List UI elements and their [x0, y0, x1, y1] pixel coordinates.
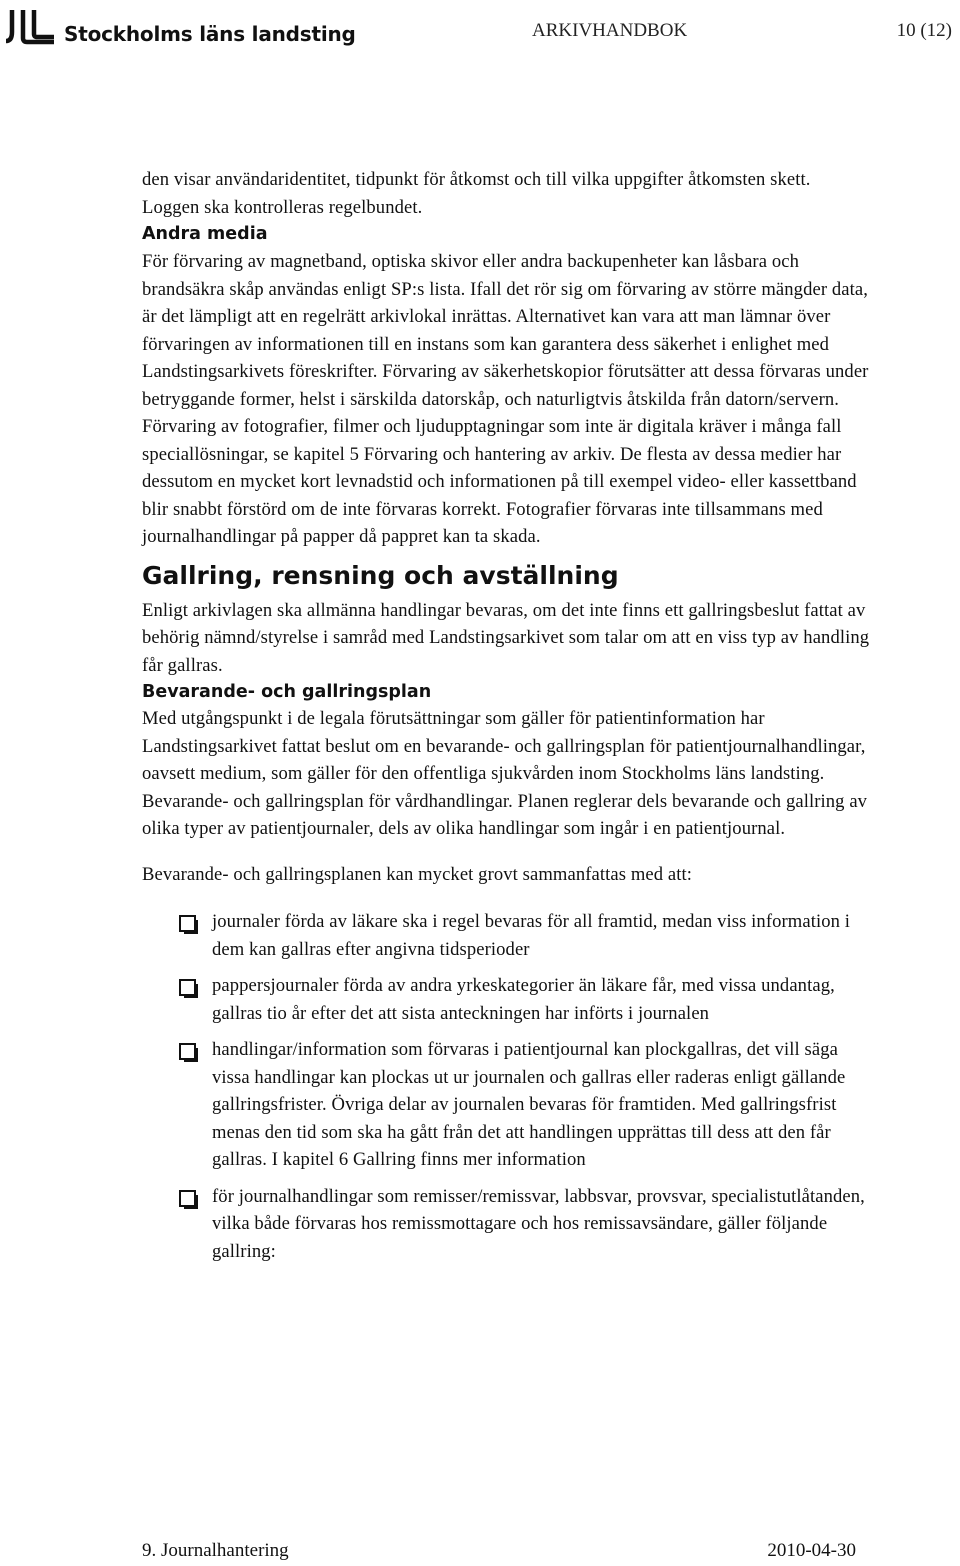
checkbox-bullet-icon — [179, 1043, 196, 1060]
list-item-text: handlingar/information som förvaras i patientjournal kan plockgallras, det vill säga vissa handlingar kan plockas ut ur journalen och gallras eller raderas enligt gällande gallringsfrister. Övriga delar av journalen bevaras för framtiden. Med gallringsfrist menas den tid som ska ha gått från det att handlingen upprättas till dess att den får gallras. I kapitel 6 Gallring finns mer information — [212, 1039, 846, 1170]
organization-name: Stockholms läns landsting — [64, 22, 356, 46]
plan-heading: Bevarande- och gallringsplan — [142, 682, 432, 702]
page-footer — [142, 1538, 856, 1566]
document-title: ARKIVHANDBOK — [532, 20, 688, 41]
list-item-text: för journalhandlingar som remisser/remissvar, labbsvar, provsvar, specialistutlåtanden, vilka både förvaras hos remissmottagare och hos remissavsändare, gäller följande gallring: — [212, 1185, 865, 1262]
andra-media-heading: Andra media — [142, 224, 268, 244]
checkbox-bullet-icon — [179, 1190, 196, 1207]
page-header — [0, 0, 960, 64]
checkbox-bullet-icon — [179, 915, 196, 932]
page-number: 10 (12) — [896, 20, 952, 41]
plan-paragraph: Med utgångspunkt i de legala förutsättningar som gäller för patientinformation har Landstingsarkivet fattat beslut om en bevarande- och gallringsplan för patientjournalhandlingar, oavsett medium, som gäller för den offentliga sjukvården inom Stockholms läns landsting. Bevarande- och gallringsplan för vårdhandlingar. Planen reglerar dels bevarande och gallring av olika typer av patientjournaler, dels av olika handlingar som ingår i en patientjournal. — [142, 708, 868, 839]
document-body — [142, 166, 872, 1274]
footer-date: 2010-04-30 — [767, 1540, 856, 1561]
list-item-text: pappersjournaler förda av andra yrkeskategorier än läkare får, med vissa undantag, gallras tio år efter det att sista anteckningen har införts i journalen — [212, 975, 835, 1024]
summary-intro: Bevarande- och gallringsplanen kan mycket grovt sammanfattas med att: — [142, 863, 693, 885]
sll-logo-icon — [4, 8, 56, 46]
gallring-paragraph: Enligt arkivlagen ska allmänna handlingar bevaras, om det inte finns ett gallringsbeslut fattat av behörig nämnd/styrelse i samråd med Landstingsarkivet som talar om att en viss typ av handling får gallras. — [142, 599, 870, 676]
checklist — [142, 908, 872, 1265]
list-item — [142, 908, 872, 963]
list-item — [142, 1036, 872, 1174]
andra-media-paragraph: För förvaring av magnetband, optiska skivor eller andra backupenheter kan låsbara och brandsäkra skåp användas enligt SP:s lista. Ifall det rör sig om förvaring av större mängder data, är det lämpligt att en regelrätt arkivlokal inrättas. Alternativet kan vara att man lämnar över förvaringen av informationen till en instans som kan garantera dess säkerhet i enlighet med Landstingsarkivets föreskrifter. Förvaring av säkerhetskopior förutsätter att dessa förvaras under betryggande former, helst i särskilda datorskåp, och naturligtvis åtskilda från datorn/servern. Förvaring av fotografier, filmer och ljudupptagningar som inte är digitala kräver i många fall speciallösningar, se kapitel 5 Förvaring och hantering av arkiv. De flesta av dessa medier har dessutom en mycket kort levnadstid och informationen på till exempel video- eller kassettband blir snabbt förstörd om de inte förvaras korrekt. Fotografier förvaras inte tillsammans med journalhandlingar på papper då pappret kan ta skada. — [142, 251, 869, 547]
list-item-text: journaler förda av läkare ska i regel bevaras för all framtid, medan viss information i dem kan gallras efter angivna tidsperioder — [212, 911, 851, 960]
list-item — [142, 1183, 872, 1266]
list-item — [142, 972, 872, 1027]
footer-chapter: 9. Journalhantering — [142, 1540, 289, 1561]
gallring-heading: Gallring, rensning och avställning — [142, 560, 619, 590]
checkbox-bullet-icon — [179, 979, 196, 996]
intro-paragraph: den visar användaridentitet, tidpunkt för åtkomst och till vilka uppgifter åtkomsten skett. Loggen ska kontrolleras regelbundet. — [142, 169, 811, 218]
